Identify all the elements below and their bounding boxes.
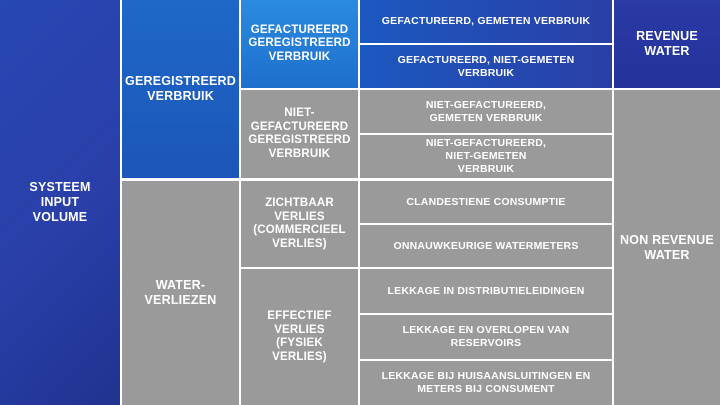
unbilled-registered-block [241, 90, 358, 178]
leak-connections-label: LEKKAGE BIJ HUISAANSLUITINGEN EN METERS BIJ CONSUMENT [381, 370, 591, 395]
leak-distribution-block [360, 269, 612, 313]
leak-reservoirs-block [360, 315, 612, 359]
apparent-losses-label: ZICHTBAAR VERLIES (COMMERCIEEL VERLIES) [253, 197, 346, 250]
billed-registered-block [241, 0, 358, 88]
apparent-losses-block [241, 181, 358, 267]
system-input-volume-label: SYSTEEM INPUT VOLUME [29, 180, 91, 224]
inaccurate-meters-block [360, 225, 612, 267]
inaccurate-meters-label: ONNAUWKEURIGE WATERMETERS [393, 239, 579, 252]
water-losses-label: WATER-VERLIEZEN [144, 278, 217, 307]
billed-metered-label: GEFACTUREERD, GEMETEN VERBRUIK [381, 15, 591, 27]
billed-unmetered-label: GEFACTUREERD, NIET-GEMETEN VERBRUIK [397, 53, 575, 79]
real-losses-label: EFFECTIEF VERLIES (FYSIEK VERLIES) [267, 310, 332, 363]
leak-distribution-label: LEKKAGE IN DISTRIBUTIELEIDINGEN [387, 284, 585, 297]
non-revenue-water-label: NON REVENUE WATER [620, 232, 714, 262]
unbilled-metered-block [360, 90, 612, 133]
unbilled-unmetered-label: NIET-GEFACTUREERD, NIET-GEMETEN VERBRUIK [425, 137, 547, 175]
revenue-water-label: REVENUE WATER [636, 29, 698, 58]
billed-registered-label: GEFACTUREERD GEREGISTREERD VERBRUIK [248, 23, 351, 63]
billed-metered-block [360, 0, 612, 43]
registered-consumption-block [122, 0, 239, 178]
water-losses-block [122, 181, 239, 405]
billed-unmetered-block [360, 45, 612, 88]
revenue-water-block [614, 0, 720, 88]
system-input-volume-block [0, 0, 120, 405]
unbilled-registered-label: NIET-GEFACTUREERD GEREGISTREERD VERBRUIK [248, 107, 351, 160]
unbilled-unmetered-block [360, 135, 612, 178]
clandestine-consumption-label: CLANDESTIENE CONSUMPTIE [406, 195, 566, 208]
clandestine-consumption-block [360, 181, 612, 223]
registered-consumption-label: GEREGISTREERD VERBRUIK [125, 74, 236, 103]
leak-reservoirs-label: LEKKAGE EN OVERLOPEN VAN RESERVOIRS [402, 324, 570, 349]
non-revenue-water-block [614, 90, 720, 405]
leak-connections-block [360, 361, 612, 405]
unbilled-metered-label: NIET-GEFACTUREERD, GEMETEN VERBRUIK [425, 98, 547, 124]
real-losses-block [241, 269, 358, 405]
